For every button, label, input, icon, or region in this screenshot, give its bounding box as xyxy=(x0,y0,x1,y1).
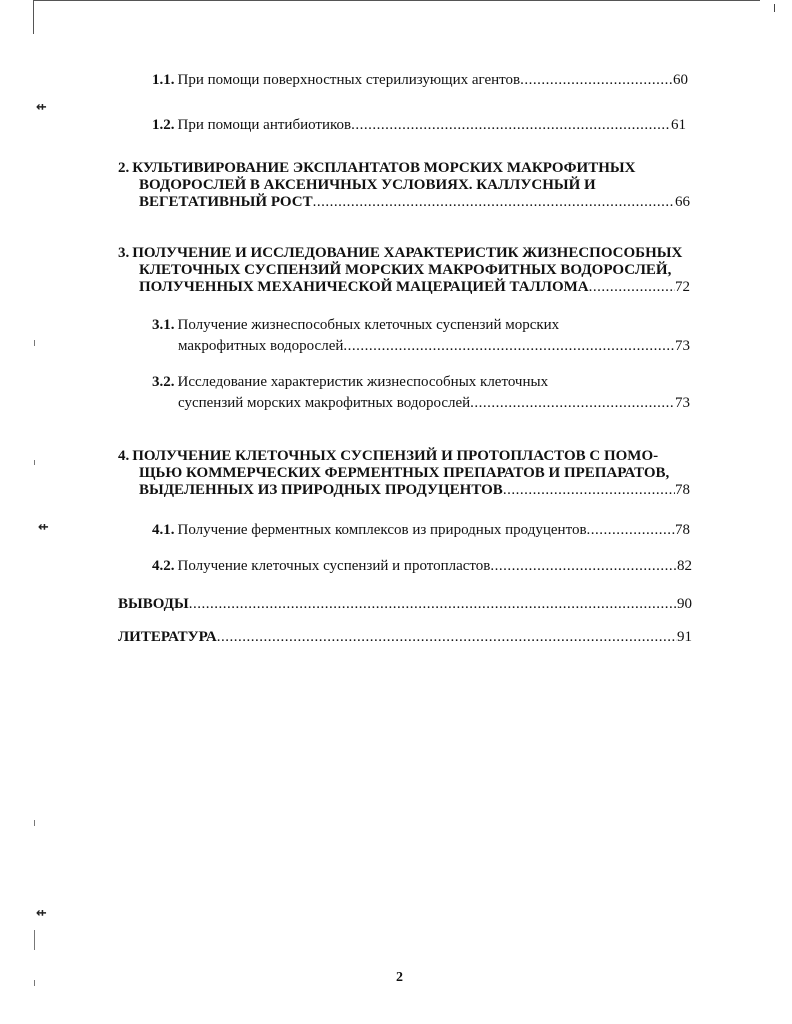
toc-entry-text xyxy=(118,245,682,262)
toc-entry-title: ПОЛУЧЕНИЕ И ИССЛЕДОВАНИЕ ХАРАКТЕРИСТИК ЖИЗНЕСПОСОБНЫХ xyxy=(132,245,683,261)
scan-border-left xyxy=(33,0,34,34)
toc-page-number: 78 xyxy=(675,522,690,538)
toc-entry-title: При помощи поверхностных стерилизующих агентов xyxy=(177,72,521,88)
toc-entry-title: ПОЛУЧЕНИЕ КЛЕТОЧНЫХ СУСПЕНЗИЙ И ПРОТОПЛАСТОВ С ПОМО- xyxy=(132,448,659,464)
toc-line xyxy=(152,338,690,355)
toc-line xyxy=(152,72,688,89)
toc-entry-number: 4. xyxy=(118,448,130,464)
dot-leader xyxy=(217,629,677,646)
toc-entry-title: ВЕГЕТАТИВНЫЙ РОСТ xyxy=(139,194,313,210)
toc-entry-3 xyxy=(118,245,690,296)
toc-page-number: 73 xyxy=(675,395,690,411)
toc-line xyxy=(118,465,690,482)
toc-entry-title: ЩЬЮ КОММЕРЧЕСКИХ ФЕРМЕНТНЫХ ПРЕПАРАТОВ И ПРЕПАРАТОВ, xyxy=(139,465,670,481)
toc-entry-1-1 xyxy=(152,72,688,89)
toc-entry-1-2 xyxy=(152,117,686,134)
toc-entry-number: 3. xyxy=(118,245,130,261)
toc-entry-title: макрофитных водорослей xyxy=(178,338,344,354)
toc-line xyxy=(118,482,690,499)
toc-entry-literature xyxy=(118,629,692,646)
toc-page-number: 60 xyxy=(673,72,688,88)
toc-line xyxy=(118,160,690,177)
toc-entry-3-1 xyxy=(152,317,690,355)
toc-line xyxy=(118,596,692,613)
dot-leader xyxy=(520,72,673,89)
toc-line xyxy=(118,194,690,211)
toc-entry-2 xyxy=(118,160,690,211)
page-number: 2 xyxy=(396,970,403,985)
toc-entry-text xyxy=(152,317,559,334)
toc-page-number: 78 xyxy=(675,482,690,498)
toc-page-number: 61 xyxy=(671,117,686,133)
toc-line xyxy=(152,317,690,334)
toc-line xyxy=(152,395,690,412)
dot-leader xyxy=(343,338,675,355)
toc-line xyxy=(118,448,690,465)
scan-speck xyxy=(34,460,35,465)
toc-entry-title: суспензий морских макрофитных водорослей xyxy=(178,395,471,411)
toc-entry-4-2 xyxy=(152,558,692,575)
dot-leader xyxy=(490,558,677,575)
toc-entry-title: КУЛЬТИВИРОВАНИЕ ЭКСПЛАНТАТОВ МОРСКИХ МАКРОФИТНЫХ xyxy=(132,160,636,176)
dot-leader xyxy=(503,482,675,499)
binding-hole-mark: ⇷ xyxy=(36,100,47,115)
toc-line xyxy=(152,117,686,134)
dot-leader xyxy=(189,596,677,613)
toc-page-number: 72 xyxy=(675,279,690,295)
toc-entry-title: Исследование характеристик жизнеспособных клеточных xyxy=(177,374,549,390)
toc-entry-title: Получение жизнеспособных клеточных суспензий морских xyxy=(177,317,560,333)
scan-speck xyxy=(34,340,35,346)
scan-speck xyxy=(34,820,35,826)
toc-entry-title: ПОЛУЧЕННЫХ МЕХАНИЧЕСКОЙ МАЦЕРАЦИЕЙ ТАЛЛОМА xyxy=(139,279,589,295)
toc-page-number: 73 xyxy=(675,338,690,354)
toc-entry-text xyxy=(152,374,548,391)
toc-entry-number: 3.2. xyxy=(152,374,175,390)
toc-entry-text xyxy=(152,522,587,539)
dot-leader xyxy=(351,117,671,134)
toc-entry-number: 3.1. xyxy=(152,317,175,333)
scan-mark-right xyxy=(774,4,775,12)
toc-entry-title: КЛЕТОЧНЫХ СУСПЕНЗИЙ МОРСКИХ МАКРОФИТНЫХ ВОДОРОСЛЕЙ, xyxy=(139,262,672,278)
scan-border-top xyxy=(34,0,760,1)
toc-entry-title: ВЫВОДЫ xyxy=(118,596,189,612)
toc-line xyxy=(118,262,690,279)
scan-speck xyxy=(34,980,35,986)
toc-entry-title: ВЫДЕЛЕННЫХ ИЗ ПРИРОДНЫХ ПРОДУЦЕНТОВ xyxy=(139,482,503,498)
toc-entry-title: ЛИТЕРАТУРА xyxy=(118,629,217,645)
binding-hole-mark: ⇷ xyxy=(36,906,47,921)
scan-speck xyxy=(34,930,35,950)
toc-entry-number: 1.2. xyxy=(152,117,175,133)
toc-entry-3-2 xyxy=(152,374,690,412)
toc-line xyxy=(118,177,690,194)
toc-line xyxy=(152,374,690,391)
toc-entry-title: Получение клеточных суспензий и протопластов xyxy=(177,558,491,574)
toc-entry-4 xyxy=(118,448,690,499)
toc-entry-conclusions xyxy=(118,596,692,613)
toc-page-number: 82 xyxy=(677,558,692,574)
toc-entry-title: ВОДОРОСЛЕЙ В АКСЕНИЧНЫХ УСЛОВИЯХ. КАЛЛУСНЫЙ И xyxy=(139,177,596,193)
toc-line xyxy=(152,558,692,575)
toc-entry-text xyxy=(152,558,490,575)
toc-entry-number: 1.1. xyxy=(152,72,175,88)
toc-page-number: 90 xyxy=(677,596,692,612)
toc-entry-text xyxy=(152,117,351,134)
toc-entry-text xyxy=(118,448,658,465)
dot-leader xyxy=(587,522,675,539)
toc-line xyxy=(118,245,690,262)
toc-page-number: 91 xyxy=(677,629,692,645)
toc-page-number: 66 xyxy=(675,194,690,210)
toc-entry-4-1 xyxy=(152,522,690,539)
dot-leader xyxy=(313,194,675,211)
toc-entry-number: 4.2. xyxy=(152,558,175,574)
toc-entry-text xyxy=(118,160,635,177)
toc-entry-title: При помощи антибиотиков xyxy=(177,117,352,133)
dot-leader xyxy=(470,395,675,412)
toc-line xyxy=(118,629,692,646)
toc-entry-number: 2. xyxy=(118,160,130,176)
toc-entry-number: 4.1. xyxy=(152,522,175,538)
toc-entry-text xyxy=(152,72,520,89)
toc-line xyxy=(118,279,690,296)
toc-entry-title: Получение ферментных комплексов из природных продуцентов xyxy=(177,522,587,538)
toc-line xyxy=(152,522,690,539)
dot-leader xyxy=(589,279,675,296)
binding-hole-mark: ⇷ xyxy=(38,520,49,535)
